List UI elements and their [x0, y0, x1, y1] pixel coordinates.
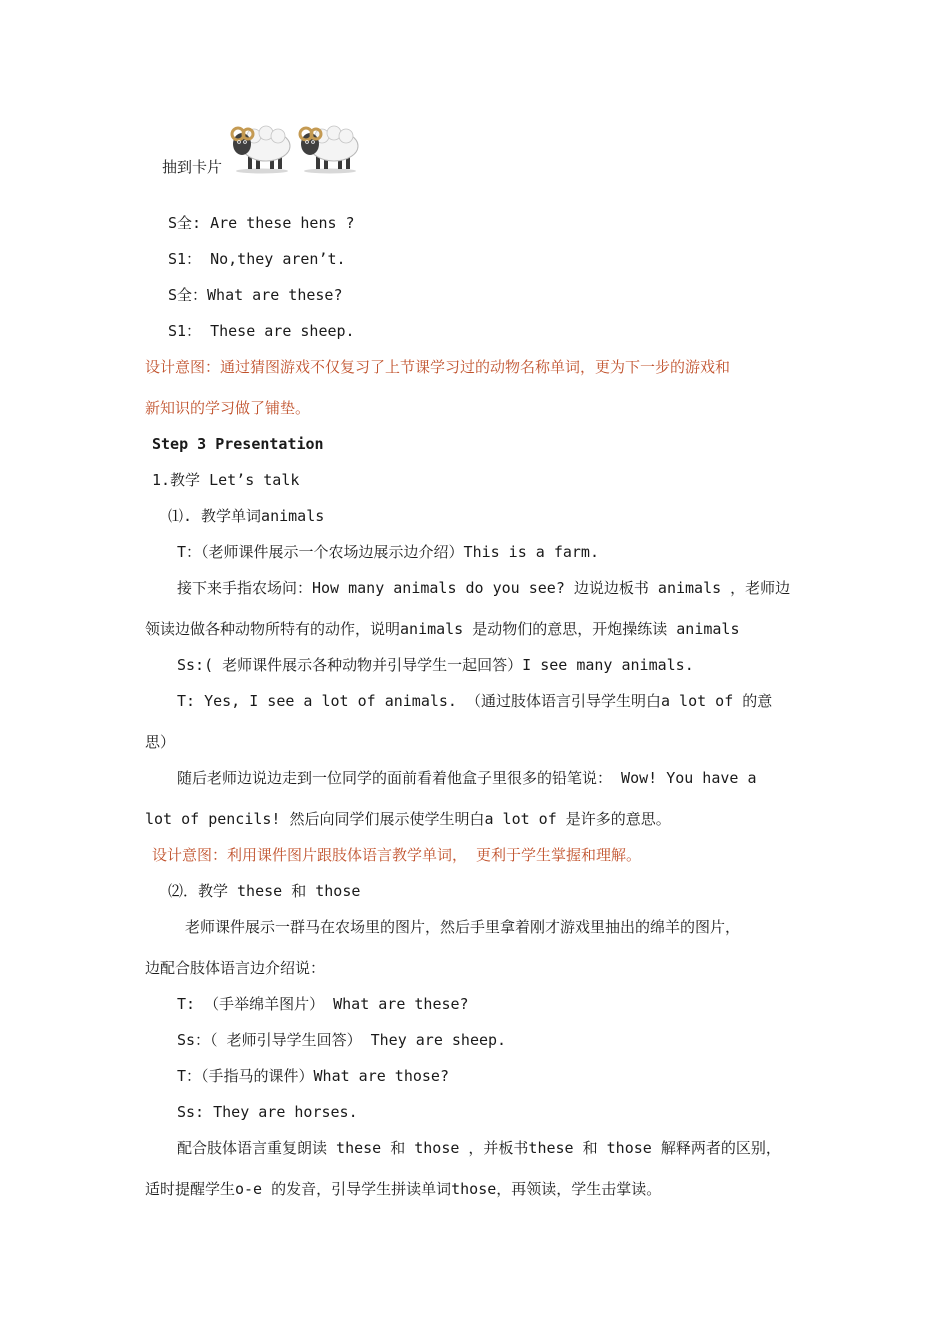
sheep-icon: [226, 124, 294, 174]
card-label: 抽到卡片: [162, 158, 223, 176]
design-intent: 设计意图：利用课件图片跟肢体语言教学单词， 更利于学生掌握和理解。: [152, 846, 642, 864]
sheep-illustration: [226, 124, 362, 174]
dialogue-line: S全: Are these hens ?: [168, 214, 355, 232]
step-heading: Step 3 Presentation: [152, 435, 324, 453]
paragraph-line: T: Yes, I see a lot of animals. （通过肢体语言引导学生明白a lot of 的意: [177, 692, 773, 710]
paragraph-line: 适时提醒学生o-e 的发音，引导学生拼读单词those，再领读，学生击掌读。: [145, 1180, 662, 1198]
paragraph-line: T: （手举绵羊图片） What are these?: [177, 995, 469, 1013]
paragraph-line: lot of pencils! 然后向同学们展示使学生明白a lot of 是许多的意思。: [145, 810, 671, 828]
paragraph-line: T：（老师课件展示一个农场边展示边介绍）This is a farm.: [177, 543, 599, 561]
paragraph-line: 老师课件展示一群马在农场里的图片，然后手里拿着刚才游戏里抽出的绵羊的图片，: [185, 918, 741, 936]
paragraph-line: Ss：（ 老师引导学生回答） They are sheep.: [177, 1031, 507, 1049]
dialogue-line: S1： No,they aren’t.: [168, 250, 346, 268]
section-heading: 1.教学 Let’s talk: [152, 471, 300, 489]
design-intent: 新知识的学习做了铺垫。: [145, 399, 311, 417]
paragraph-line: 接下来手指农场问：How many animals do you see? 边说边板书 animals ，老师边: [177, 579, 791, 597]
paragraph-line: 随后老师边说边走到一位同学的面前看着他盒子里很多的铅笔说： Wow! You have a: [177, 769, 757, 787]
dialogue-line: S全：What are these?: [168, 286, 343, 304]
subsection-heading: ⑵．教学 these 和 those: [168, 882, 361, 900]
sheep-icon: [294, 124, 362, 174]
paragraph-line: 配合肢体语言重复朗读 these 和 those ，并板书these 和 those 解释两者的区别，: [177, 1139, 781, 1157]
paragraph-line: Ss:( 老师课件展示各种动物并引导学生一起回答）I see many animals.: [177, 656, 694, 674]
design-intent: 设计意图：通过猜图游戏不仅复习了上节课学习过的动物名称单词，更为下一步的游戏和: [145, 358, 731, 376]
paragraph-line: Ss: They are horses.: [177, 1103, 358, 1121]
paragraph-line: T：（手指马的课件）What are those?: [177, 1067, 449, 1085]
dialogue-line: S1： These are sheep.: [168, 322, 355, 340]
paragraph-line: 边配合肢体语言边介绍说：: [145, 959, 326, 977]
paragraph-line: 思）: [145, 733, 176, 751]
paragraph-line: 领读边做各种动物所特有的动作，说明animals 是动物们的意思，开炮操练读 animals: [145, 620, 740, 638]
subsection-heading: ⑴. 教学单词animals: [168, 507, 325, 525]
